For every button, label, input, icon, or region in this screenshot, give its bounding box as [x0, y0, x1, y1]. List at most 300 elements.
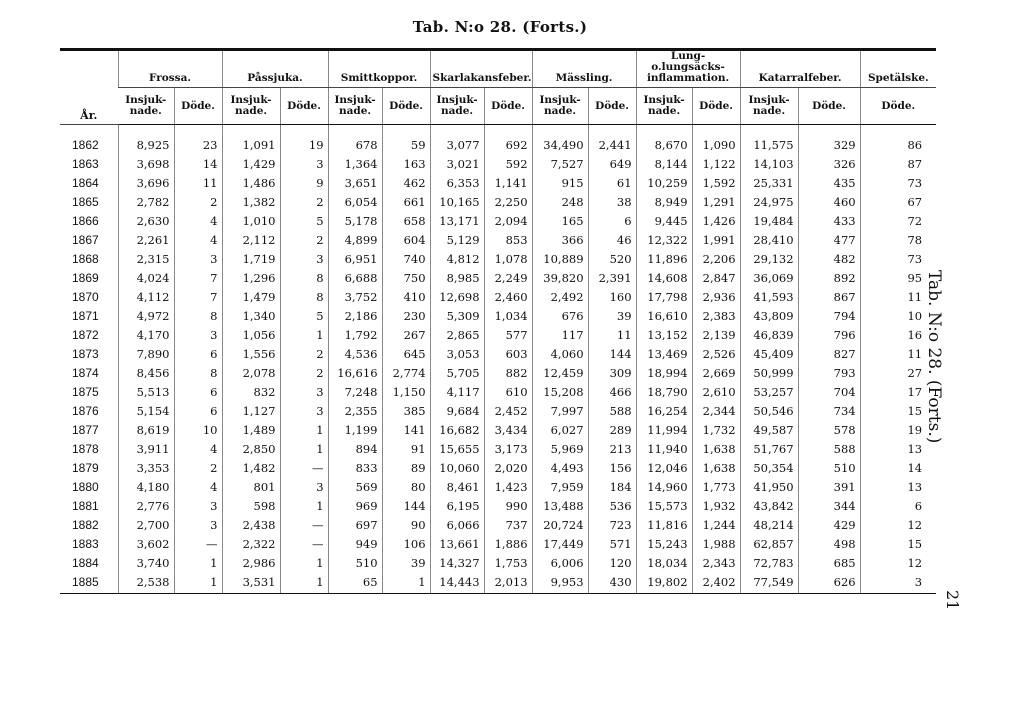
- table-cell: 482: [798, 249, 860, 268]
- table-cell: 2,355: [328, 401, 382, 420]
- table-cell: 6,027: [532, 420, 588, 439]
- table-cell: 19: [860, 420, 936, 439]
- table-cell: 7,959: [532, 477, 588, 496]
- table-cell: 7,890: [118, 344, 174, 363]
- table-cell: 704: [798, 382, 860, 401]
- table-cell: 1,056: [222, 325, 280, 344]
- table-cell: 13,488: [532, 496, 588, 515]
- table-cell: 53,257: [740, 382, 798, 401]
- table-cell: 610: [484, 382, 532, 401]
- table-cell: 4,812: [430, 249, 484, 268]
- table-row: [60, 268, 936, 287]
- table-cell: 2,315: [118, 249, 174, 268]
- sub-header: Insjuk-nade.: [740, 88, 798, 125]
- table-cell: 1,991: [692, 230, 740, 249]
- table-cell: 156: [588, 458, 636, 477]
- table-cell: 1,638: [692, 458, 740, 477]
- table-cell: 2: [174, 192, 222, 211]
- table-cell: 23: [174, 125, 222, 155]
- table-cell: 3,531: [222, 572, 280, 594]
- table-cell: 801: [222, 477, 280, 496]
- table-cell: 435: [798, 173, 860, 192]
- table-cell: 1,486: [222, 173, 280, 192]
- table-cell: 14,443: [430, 572, 484, 594]
- table-cell: 1: [382, 572, 430, 594]
- table-row: [60, 344, 936, 363]
- table-cell: 2,526: [692, 344, 740, 363]
- table-row: [60, 287, 936, 306]
- table-row: [60, 125, 936, 155]
- table-cell: 12,322: [636, 230, 692, 249]
- table-cell: 11: [588, 325, 636, 344]
- table-cell: 685: [798, 553, 860, 572]
- table-cell: 24,975: [740, 192, 798, 211]
- year-cell: 1871: [72, 308, 99, 323]
- table-cell: 73: [860, 249, 936, 268]
- sub-header: Döde.: [798, 88, 860, 125]
- table-cell: 2,344: [692, 401, 740, 420]
- table-cell: 2,630: [118, 211, 174, 230]
- table-cell: 3,696: [118, 173, 174, 192]
- table-cell: 11: [860, 287, 936, 306]
- year-cell: 1869: [72, 270, 99, 285]
- table-cell: 3,911: [118, 439, 174, 458]
- table-cell: 91: [382, 439, 430, 458]
- table-cell: 6,951: [328, 249, 382, 268]
- table-cell: 15: [860, 534, 936, 553]
- table-cell: 3,752: [328, 287, 382, 306]
- table-cell: 2,438: [222, 515, 280, 534]
- table-cell: 3: [174, 515, 222, 534]
- table-cell: 3: [280, 249, 328, 268]
- table-cell: 578: [798, 420, 860, 439]
- sub-header: Döde.: [280, 88, 328, 125]
- year-cell: 1864: [72, 175, 99, 190]
- table-cell: 78: [860, 230, 936, 249]
- table-cell: 65: [328, 572, 382, 594]
- table-cell: 4,536: [328, 344, 382, 363]
- year-cell: 1878: [72, 441, 99, 456]
- sub-header: Döde.: [588, 88, 636, 125]
- table-cell: 18,790: [636, 382, 692, 401]
- table-cell: 8,456: [118, 363, 174, 382]
- table-cell: 4: [174, 439, 222, 458]
- table-row: [60, 572, 936, 594]
- table-cell: 19,802: [636, 572, 692, 594]
- table-row: [60, 382, 936, 401]
- table-cell: 87: [860, 154, 936, 173]
- table-cell: 10,259: [636, 173, 692, 192]
- sub-header: Insjuk-nade.: [430, 88, 484, 125]
- table-cell: 1,291: [692, 192, 740, 211]
- table-cell: 1,426: [692, 211, 740, 230]
- table-cell: 2,700: [118, 515, 174, 534]
- table-cell: 11,816: [636, 515, 692, 534]
- table-title: Tab. N:o 28. (Forts.): [412, 18, 588, 36]
- table-cell: 8,949: [636, 192, 692, 211]
- table-cell: 17: [860, 382, 936, 401]
- table-cell: 678: [328, 125, 382, 155]
- table-cell: 5,309: [430, 306, 484, 325]
- table-cell: —: [280, 458, 328, 477]
- table-cell: 27: [860, 363, 936, 382]
- table-cell: 14,327: [430, 553, 484, 572]
- table-cell: 15,655: [430, 439, 484, 458]
- table-cell: 13,152: [636, 325, 692, 344]
- table-cell: 163: [382, 154, 430, 173]
- table-cell: 1,382: [222, 192, 280, 211]
- table-cell: 15,573: [636, 496, 692, 515]
- sub-header: Döde.: [382, 88, 430, 125]
- table-cell: 1,244: [692, 515, 740, 534]
- table-cell: 184: [588, 477, 636, 496]
- table-cell: 34,490: [532, 125, 588, 155]
- year-cell: 1874: [72, 365, 99, 380]
- table-cell: 4: [174, 477, 222, 496]
- table-cell: 832: [222, 382, 280, 401]
- table-cell: 2,322: [222, 534, 280, 553]
- table-cell: 4: [174, 211, 222, 230]
- table-cell: 1,127: [222, 401, 280, 420]
- table-cell: 43,809: [740, 306, 798, 325]
- table-cell: 429: [798, 515, 860, 534]
- table-cell: 692: [484, 125, 532, 155]
- table-cell: 14,960: [636, 477, 692, 496]
- table-cell: 990: [484, 496, 532, 515]
- table-cell: 2,186: [328, 306, 382, 325]
- table-cell: 750: [382, 268, 430, 287]
- table-cell: 949: [328, 534, 382, 553]
- table-cell: 5,513: [118, 382, 174, 401]
- table-cell: 1,034: [484, 306, 532, 325]
- table-row: [60, 325, 936, 344]
- table-cell: 1,150: [382, 382, 430, 401]
- table-row: [60, 515, 936, 534]
- year-cell: 1872: [72, 327, 99, 342]
- table-cell: 6: [860, 496, 936, 515]
- header-sub-row: [60, 88, 936, 125]
- table-cell: 2: [280, 344, 328, 363]
- table-cell: 45,409: [740, 344, 798, 363]
- table-cell: 477: [798, 230, 860, 249]
- table-cell: 2,774: [382, 363, 430, 382]
- table-cell: 894: [328, 439, 382, 458]
- table-cell: 649: [588, 154, 636, 173]
- table-cell: 12: [860, 553, 936, 572]
- table-cell: 3: [174, 496, 222, 515]
- table-cell: 46,839: [740, 325, 798, 344]
- table-cell: 661: [382, 192, 430, 211]
- table-cell: 11,575: [740, 125, 798, 155]
- year-cell: 1884: [72, 555, 99, 570]
- table-cell: 12: [860, 515, 936, 534]
- group-header: Mässling.: [532, 50, 636, 88]
- table-row: [60, 401, 936, 420]
- group-header: Påssjuka.: [222, 50, 328, 88]
- table-cell: 1,423: [484, 477, 532, 496]
- table-cell: 329: [798, 125, 860, 155]
- table-cell: 7: [174, 268, 222, 287]
- table-cell: 289: [588, 420, 636, 439]
- table-cell: 144: [382, 496, 430, 515]
- sub-header: Döde.: [860, 88, 936, 125]
- table-cell: 430: [588, 572, 636, 594]
- table-cell: 3,602: [118, 534, 174, 553]
- table-row: [60, 230, 936, 249]
- table-cell: 86: [860, 125, 936, 155]
- table-cell: 62,857: [740, 534, 798, 553]
- table-cell: 14,608: [636, 268, 692, 287]
- table-cell: 4,972: [118, 306, 174, 325]
- table-cell: 577: [484, 325, 532, 344]
- sub-header: Döde.: [484, 88, 532, 125]
- table-cell: 2: [280, 192, 328, 211]
- table-cell: 2,850: [222, 439, 280, 458]
- table-cell: 4,899: [328, 230, 382, 249]
- table-cell: 6: [588, 211, 636, 230]
- table-cell: 11: [860, 344, 936, 363]
- table-cell: 1,719: [222, 249, 280, 268]
- table-cell: 7: [174, 287, 222, 306]
- table-row: [60, 439, 936, 458]
- table-cell: 1,556: [222, 344, 280, 363]
- table-cell: 4,060: [532, 344, 588, 363]
- year-cell: 1875: [72, 384, 99, 399]
- table-row: [60, 458, 936, 477]
- table-cell: 737: [484, 515, 532, 534]
- table-cell: 2,782: [118, 192, 174, 211]
- table-cell: 80: [382, 477, 430, 496]
- table-cell: 106: [382, 534, 430, 553]
- table-cell: 2,249: [484, 268, 532, 287]
- table-cell: 160: [588, 287, 636, 306]
- table-cell: 723: [588, 515, 636, 534]
- table-cell: 28,410: [740, 230, 798, 249]
- table-cell: 2,441: [588, 125, 636, 155]
- table-cell: 3: [280, 382, 328, 401]
- table-cell: 4: [174, 230, 222, 249]
- table-cell: 1,429: [222, 154, 280, 173]
- table-cell: 41,593: [740, 287, 798, 306]
- table-cell: 366: [532, 230, 588, 249]
- table-cell: 50,546: [740, 401, 798, 420]
- table-row: [60, 173, 936, 192]
- table-cell: 2,343: [692, 553, 740, 572]
- table-cell: 95: [860, 268, 936, 287]
- table-cell: 10: [174, 420, 222, 439]
- table-cell: 18,994: [636, 363, 692, 382]
- table-cell: 3: [280, 401, 328, 420]
- table-cell: 5,154: [118, 401, 174, 420]
- sub-header: Insjuk-nade.: [636, 88, 692, 125]
- table-cell: 19: [280, 125, 328, 155]
- table-cell: 796: [798, 325, 860, 344]
- table-cell: 9,953: [532, 572, 588, 594]
- table-cell: 213: [588, 439, 636, 458]
- table-row: [60, 154, 936, 173]
- table-cell: 604: [382, 230, 430, 249]
- group-header: Frossa.: [118, 50, 222, 88]
- year-cell: 1885: [60, 572, 118, 594]
- table-cell: 48,214: [740, 515, 798, 534]
- sub-header: Insjuk-nade.: [222, 88, 280, 125]
- table-cell: 1,792: [328, 325, 382, 344]
- table-cell: 466: [588, 382, 636, 401]
- table-cell: 1: [280, 553, 328, 572]
- table-cell: 2,776: [118, 496, 174, 515]
- table-cell: 120: [588, 553, 636, 572]
- table-row: [60, 420, 936, 439]
- table-cell: 592: [484, 154, 532, 173]
- table-cell: 1,091: [222, 125, 280, 155]
- table-cell: 89: [382, 458, 430, 477]
- table-cell: 2,261: [118, 230, 174, 249]
- year-cell: 1876: [72, 403, 99, 418]
- table-cell: 309: [588, 363, 636, 382]
- table-cell: 882: [484, 363, 532, 382]
- table-cell: 117: [532, 325, 588, 344]
- table-cell: 1,479: [222, 287, 280, 306]
- table-cell: 39: [382, 553, 430, 572]
- table-cell: 2,669: [692, 363, 740, 382]
- table-cell: 6,006: [532, 553, 588, 572]
- table-cell: 11,896: [636, 249, 692, 268]
- table-cell: 2,094: [484, 211, 532, 230]
- table-cell: 2,020: [484, 458, 532, 477]
- table-cell: 13,469: [636, 344, 692, 363]
- table-cell: 1,886: [484, 534, 532, 553]
- table-cell: 1: [280, 420, 328, 439]
- table-cell: 3,740: [118, 553, 174, 572]
- table-cell: 6,688: [328, 268, 382, 287]
- table-cell: 8: [174, 363, 222, 382]
- table-cell: 29,132: [740, 249, 798, 268]
- table-cell: 4,112: [118, 287, 174, 306]
- table-cell: 39,820: [532, 268, 588, 287]
- table-cell: 2: [280, 363, 328, 382]
- table-cell: 3,053: [430, 344, 484, 363]
- table-cell: 2: [280, 230, 328, 249]
- table-cell: 90: [382, 515, 430, 534]
- table-cell: 2,391: [588, 268, 636, 287]
- table-cell: 2,538: [118, 572, 174, 594]
- table-cell: 1,638: [692, 439, 740, 458]
- table-cell: 1,753: [484, 553, 532, 572]
- table-cell: 603: [484, 344, 532, 363]
- table-cell: 39: [588, 306, 636, 325]
- table-cell: 1: [280, 325, 328, 344]
- table-cell: 1,010: [222, 211, 280, 230]
- table-cell: —: [174, 534, 222, 553]
- table-cell: 10,060: [430, 458, 484, 477]
- table-cell: —: [280, 515, 328, 534]
- table-cell: 19,484: [740, 211, 798, 230]
- table-cell: 6: [174, 344, 222, 363]
- table-cell: 3,353: [118, 458, 174, 477]
- table-cell: 4,024: [118, 268, 174, 287]
- table-row: [60, 306, 936, 325]
- table-cell: 13,171: [430, 211, 484, 230]
- table-cell: 4,493: [532, 458, 588, 477]
- table-cell: 626: [798, 572, 860, 594]
- table-cell: 8,925: [118, 125, 174, 155]
- table-cell: 2,847: [692, 268, 740, 287]
- table-cell: 10,889: [532, 249, 588, 268]
- year-cell: 1873: [72, 346, 99, 361]
- table-cell: 5,969: [532, 439, 588, 458]
- table-cell: 16,682: [430, 420, 484, 439]
- table-cell: 510: [328, 553, 382, 572]
- table-cell: 72,783: [740, 553, 798, 572]
- table-cell: 77,549: [740, 572, 798, 594]
- table-cell: —: [280, 534, 328, 553]
- table-cell: 3: [174, 249, 222, 268]
- table-cell: 1,090: [692, 125, 740, 155]
- table-cell: 460: [798, 192, 860, 211]
- table-row: [60, 249, 936, 268]
- table-cell: 569: [328, 477, 382, 496]
- sub-header: Insjuk-nade.: [118, 88, 174, 125]
- table-cell: 588: [798, 439, 860, 458]
- table-cell: 36,069: [740, 268, 798, 287]
- table-cell: 385: [382, 401, 430, 420]
- group-header: Smittkoppor.: [328, 50, 430, 88]
- table-cell: 8,670: [636, 125, 692, 155]
- table-cell: 16,610: [636, 306, 692, 325]
- table-cell: 14,103: [740, 154, 798, 173]
- table-cell: 498: [798, 534, 860, 553]
- table-cell: 61: [588, 173, 636, 192]
- table-cell: 1,482: [222, 458, 280, 477]
- table-cell: 1,773: [692, 477, 740, 496]
- table-cell: 3,434: [484, 420, 532, 439]
- table-cell: 3,173: [484, 439, 532, 458]
- table-cell: 2,013: [484, 572, 532, 594]
- table-cell: 13,661: [430, 534, 484, 553]
- table-cell: 3: [280, 154, 328, 173]
- table-cell: 1,364: [328, 154, 382, 173]
- table-cell: 12,459: [532, 363, 588, 382]
- group-header: Skarlakansfeber.: [430, 50, 532, 88]
- table-cell: 1: [280, 496, 328, 515]
- table-cell: 7,997: [532, 401, 588, 420]
- year-cell: 1866: [72, 213, 99, 228]
- table-cell: 734: [798, 401, 860, 420]
- table-cell: 72: [860, 211, 936, 230]
- table-cell: 2,986: [222, 553, 280, 572]
- year-cell: 1863: [72, 156, 99, 171]
- sub-header: Insjuk-nade.: [532, 88, 588, 125]
- table-cell: 1: [174, 553, 222, 572]
- table-cell: 16,254: [636, 401, 692, 420]
- year-cell: 1867: [72, 232, 99, 247]
- year-cell: 1881: [72, 498, 99, 513]
- table-cell: 1,932: [692, 496, 740, 515]
- table-cell: 391: [798, 477, 860, 496]
- table-cell: 248: [532, 192, 588, 211]
- table-cell: 165: [532, 211, 588, 230]
- table-cell: 8,461: [430, 477, 484, 496]
- table-cell: 8: [280, 287, 328, 306]
- table-cell: 4,117: [430, 382, 484, 401]
- page-number: 21: [943, 590, 962, 611]
- table-cell: 1,340: [222, 306, 280, 325]
- table-cell: 793: [798, 363, 860, 382]
- table-cell: 10: [860, 306, 936, 325]
- sub-header: Insjuk-nade.: [328, 88, 382, 125]
- table-cell: 6,353: [430, 173, 484, 192]
- table-cell: 267: [382, 325, 430, 344]
